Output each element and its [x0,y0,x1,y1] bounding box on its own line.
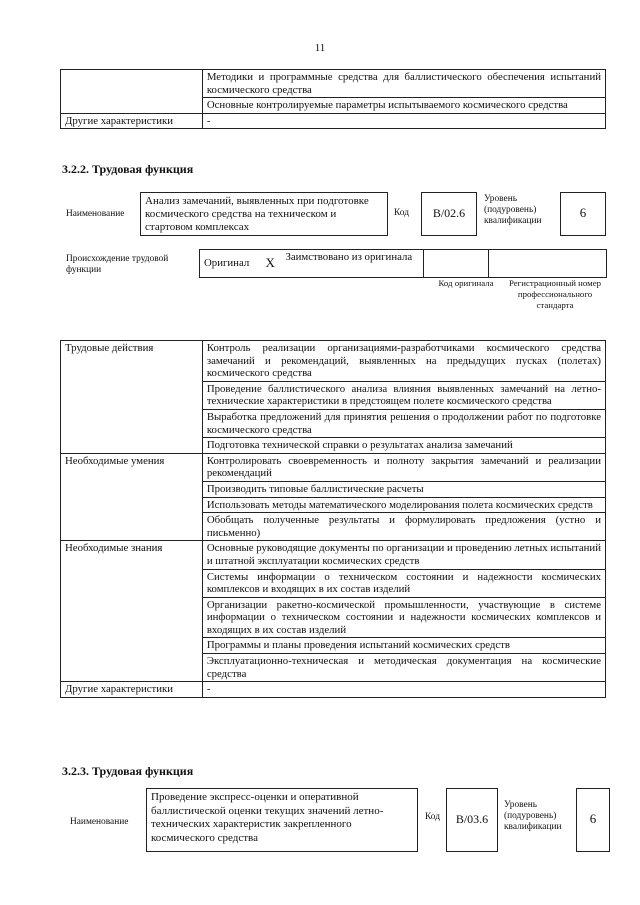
name-value: Анализ замечаний, выявленных при подготовке космического средства на техническом и стартовом комплексах [140,192,388,236]
group-label-other: Другие характеристики [61,682,203,698]
table-cell: Подготовка технической справки о результатах анализа замечаний [202,438,605,454]
table-row [61,541,606,569]
name-label: Наименование [66,209,125,219]
code-original-caption: Код оригинала [438,278,494,288]
table-row [61,453,606,481]
code-label-323: Код [425,812,440,822]
table-cell: Программы и планы проведения испытаний космических средств [202,638,605,654]
reg-number-caption: Регистрационный номер профессионального стандарта [508,278,601,310]
main-table [60,340,606,698]
section-heading-323: 3.2.3. Трудовая функция [62,764,194,778]
table-cell: Эксплуатационно-техническая и методическая документация на космические средства [202,654,605,682]
table-cell-label [61,70,203,114]
group-label-skills: Необходимые умения [61,453,203,541]
section-heading-322: 3.2.2. Трудовая функция [62,162,194,176]
code-original-cell [423,250,489,278]
reg-number-cell [489,250,607,278]
code-value-323: В/03.6 [446,788,498,852]
table-cell: Организации ракетно-космической промышленности, участвующие в системе информации о техническом состоянии и надежности космических комплексов и входящих в их состав изделий [202,597,605,638]
name-value-323: Проведение экспресс-оценки и оперативной баллистической оценки текущих значений летно-технических характеристик закрепленного космического средства [146,788,418,852]
page-number: 11 [314,42,326,54]
top-table [60,69,606,129]
table-row [61,113,606,129]
group-label-knowledge: Необходимые знания [61,541,203,682]
table-cell: - [202,113,605,129]
name-label-323: Наименование [70,817,129,827]
table-row [61,682,606,698]
level-label: Уровень (подуровень) квалификации [484,194,542,226]
table-cell: Использовать методы математического моделирования полета космических средств [202,497,605,513]
borrowed-label: Заимствовано из оригинала [281,250,423,278]
table-cell-label: Другие характеристики [61,113,203,129]
table-cell: Производить типовые баллистические расчеты [202,481,605,497]
table-cell: Проведение баллистического анализа влияния выявленных замечаний на летно-технические характеристики в предстоящем полете космического средства [202,381,605,409]
group-label-actions: Трудовые действия [61,341,203,454]
table-cell: - [202,682,605,698]
table-cell: Основные контролируемые параметры испытываемого космического средства [202,98,605,114]
table-cell: Основные руководящие документы по организации и проведению летных испытаний и штатной эксплуатации космических средств [202,541,605,569]
table-cell: Методики и программные средства для баллистического обеспечения испытаний космического средства [202,70,605,98]
table-cell: Системы информации о техническом состоянии и надежности космических комплексов и входящих в их состав изделий [202,569,605,597]
origin-label: Происхождение трудовой функции [66,254,169,275]
table-cell: Выработка предложений для принятия решения о продолжении работ по подготовке космического средства [202,409,605,437]
table-row [61,70,606,98]
level-value: 6 [560,192,606,236]
level-label-323: Уровень (подуровень) квалификации [504,800,562,832]
original-mark: X [261,250,281,278]
table-cell: Контроль реализации организациями-разработчиками космического средства замечаний и рекомендаций, выявленных на предыдущих пусках (полетах) космического средства [202,341,605,382]
origin-table [199,249,607,278]
table-cell: Обобщать полученные результаты и формулировать предложения (устно и письменно) [202,513,605,541]
table-row [61,341,606,382]
level-value-323: 6 [576,788,610,852]
table-cell: Контролировать своевременность и полноту закрытия замечаний и реализации рекомендаций [202,453,605,481]
code-label: Код [394,208,409,218]
code-value: В/02.6 [421,192,477,236]
table-row [200,250,607,278]
original-label: Оригинал [200,250,262,278]
